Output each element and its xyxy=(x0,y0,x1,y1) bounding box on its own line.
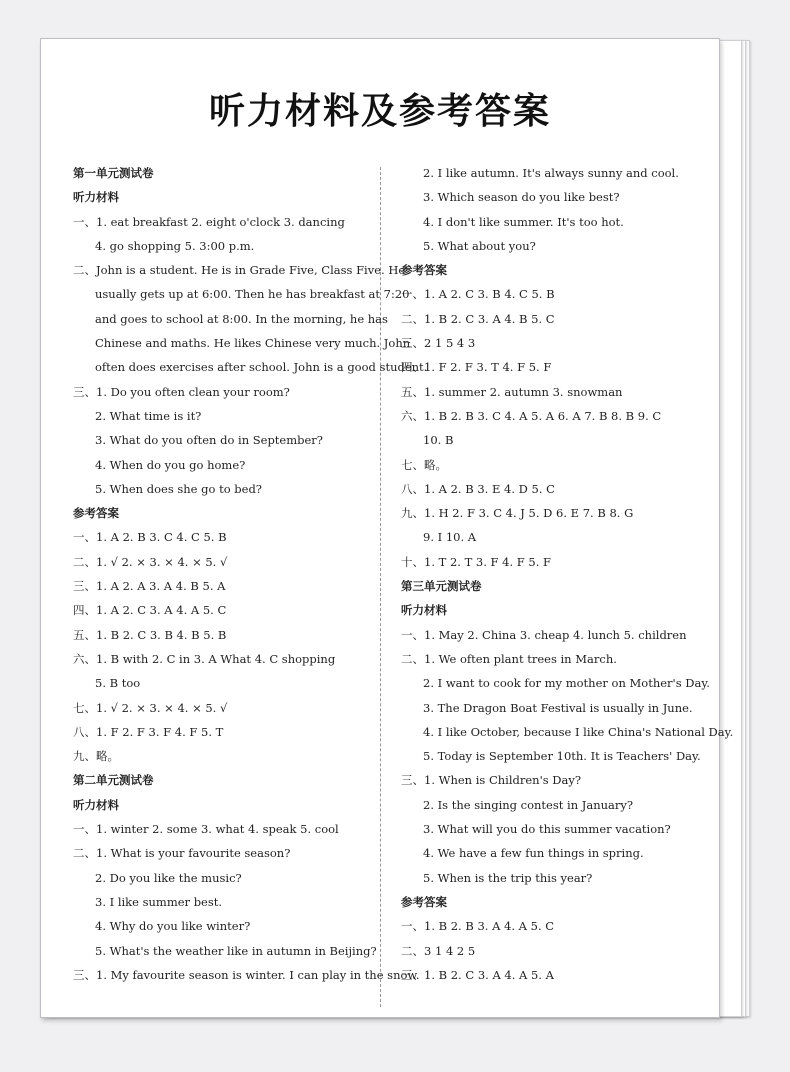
text-line: 5. When is the trip this year? xyxy=(423,870,593,885)
text-line: usually gets up at 6:00. Then he has breakfast at 7:20 xyxy=(95,287,410,302)
section-heading: 参考答案 xyxy=(401,263,447,278)
text-line: 二、John is a student. He is in Grade Five, Class Five. He xyxy=(73,263,406,278)
text-line: 4. go shopping 5. 3:00 p.m. xyxy=(95,238,255,253)
text-line: 三、1. Do you often clean your room? xyxy=(73,384,290,399)
text-line: 一、1. winter 2. some 3. what 4. speak 5. cool xyxy=(73,822,339,837)
text-line: 二、1. We often plant trees in March. xyxy=(401,651,617,666)
text-line: 三、1. My favourite season is winter. I can play in the snow. xyxy=(73,967,420,982)
section-heading: 参考答案 xyxy=(73,506,119,521)
section-heading: 第二单元测试卷 xyxy=(73,773,154,788)
text-line: often does exercises after school. John is a good student. xyxy=(95,360,428,375)
text-line: 9. I 10. A xyxy=(423,530,477,545)
text-line: 三、2 1 5 4 3 xyxy=(401,336,476,351)
text-line: 四、1. A 2. C 3. A 4. A 5. C xyxy=(73,603,227,618)
text-line: 2. What time is it? xyxy=(95,408,202,423)
text-line: 四、1. F 2. F 3. T 4. F 5. F xyxy=(401,360,552,375)
section-heading: 听力材料 xyxy=(401,603,447,618)
text-line: 二、3 1 4 2 5 xyxy=(401,943,476,958)
page-title: 听力材料及参考答案 xyxy=(208,91,551,132)
text-line: 5. When does she go to bed? xyxy=(95,481,262,496)
text-line: 八、1. F 2. F 3. F 4. F 5. T xyxy=(73,724,224,739)
text-line: 5. B too xyxy=(95,676,141,691)
text-line: 10. B xyxy=(423,433,454,448)
section-heading: 参考答案 xyxy=(401,894,447,909)
text-line: 一、1. B 2. B 3. A 4. A 5. C xyxy=(401,919,555,934)
text-line: 二、1. What is your favourite season? xyxy=(73,846,291,861)
text-line: 4. We have a few fun things in spring. xyxy=(423,846,644,861)
text-line: 三、1. A 2. A 3. A 4. B 5. A xyxy=(73,579,226,594)
text-line: 一、1. A 2. B 3. C 4. C 5. B xyxy=(73,530,227,545)
text-line: 二、1. B 2. C 3. A 4. B 5. C xyxy=(401,311,555,326)
text-line: 5. What's the weather like in autumn in Beijing? xyxy=(95,943,377,958)
text-line: 七、略。 xyxy=(401,457,447,472)
text-line: 3. I like summer best. xyxy=(95,894,223,909)
text-line: 九、1. H 2. F 3. C 4. J 5. D 6. E 7. B 8. G xyxy=(401,506,634,521)
text-line: 4. When do you go home? xyxy=(95,457,246,472)
right-column xyxy=(401,161,734,987)
text-line: 二、1. √ 2. × 3. × 4. × 5. √ xyxy=(73,554,228,569)
section-heading: 第三单元测试卷 xyxy=(401,579,482,594)
text-line: 4. I don't like summer. It's too hot. xyxy=(423,214,624,229)
text-line: 5. What about you? xyxy=(423,238,536,253)
text-line: 十、1. T 2. T 3. F 4. F 5. F xyxy=(401,554,552,569)
text-line: 一、1. eat breakfast 2. eight o'clock 3. dancing xyxy=(73,214,345,229)
text-line: 3. What will you do this summer vacation? xyxy=(423,822,671,837)
text-line: 七、1. √ 2. × 3. × 4. × 5. √ xyxy=(73,700,228,715)
text-line: 5. Today is September 10th. It is Teachers' Day. xyxy=(423,749,701,764)
text-line: 五、1. B 2. C 3. B 4. B 5. B xyxy=(73,627,227,642)
section-heading: 第一单元测试卷 xyxy=(73,166,154,180)
text-line: 4. Why do you like winter? xyxy=(95,919,251,934)
document-page xyxy=(40,38,734,1018)
text-line: 九、略。 xyxy=(73,749,119,764)
text-line: Chinese and maths. He likes Chinese very much. John xyxy=(95,336,411,351)
text-line: 六、1. B 2. B 3. C 4. A 5. A 6. A 7. B 8. B 9. C xyxy=(401,408,662,423)
text-line: 2. Do you like the music? xyxy=(95,870,242,885)
section-heading: 听力材料 xyxy=(73,797,119,812)
text-line: 3. What do you often do in September? xyxy=(95,433,323,448)
text-line: 4. I like October, because I like China's National Day. xyxy=(423,724,734,739)
text-line: and goes to school at 8:00. In the morning, he has xyxy=(95,311,388,326)
text-line: 3. Which season do you like best? xyxy=(423,190,620,205)
text-line: 三、1. When is Children's Day? xyxy=(401,773,582,788)
text-line: 2. Is the singing contest in January? xyxy=(423,797,634,812)
text-line: 六、1. B with 2. C in 3. A What 4. C shopping xyxy=(73,651,336,666)
section-heading: 听力材料 xyxy=(73,190,119,205)
text-line: 3. The Dragon Boat Festival is usually in June. xyxy=(423,700,693,715)
text-line: 2. I like autumn. It's always sunny and cool. xyxy=(423,166,679,180)
text-line: 五、1. summer 2. autumn 3. snowman xyxy=(401,384,623,399)
text-line: 一、1. May 2. China 3. cheap 4. lunch 5. children xyxy=(401,627,687,642)
text-line: 三、1. B 2. C 3. A 4. A 5. A xyxy=(401,967,554,982)
text-line: 2. I want to cook for my mother on Mother's Day. xyxy=(423,676,710,691)
text-line: 一、1. A 2. C 3. B 4. C 5. B xyxy=(401,287,555,302)
text-line: 八、1. A 2. B 3. E 4. D 5. C xyxy=(401,481,555,496)
